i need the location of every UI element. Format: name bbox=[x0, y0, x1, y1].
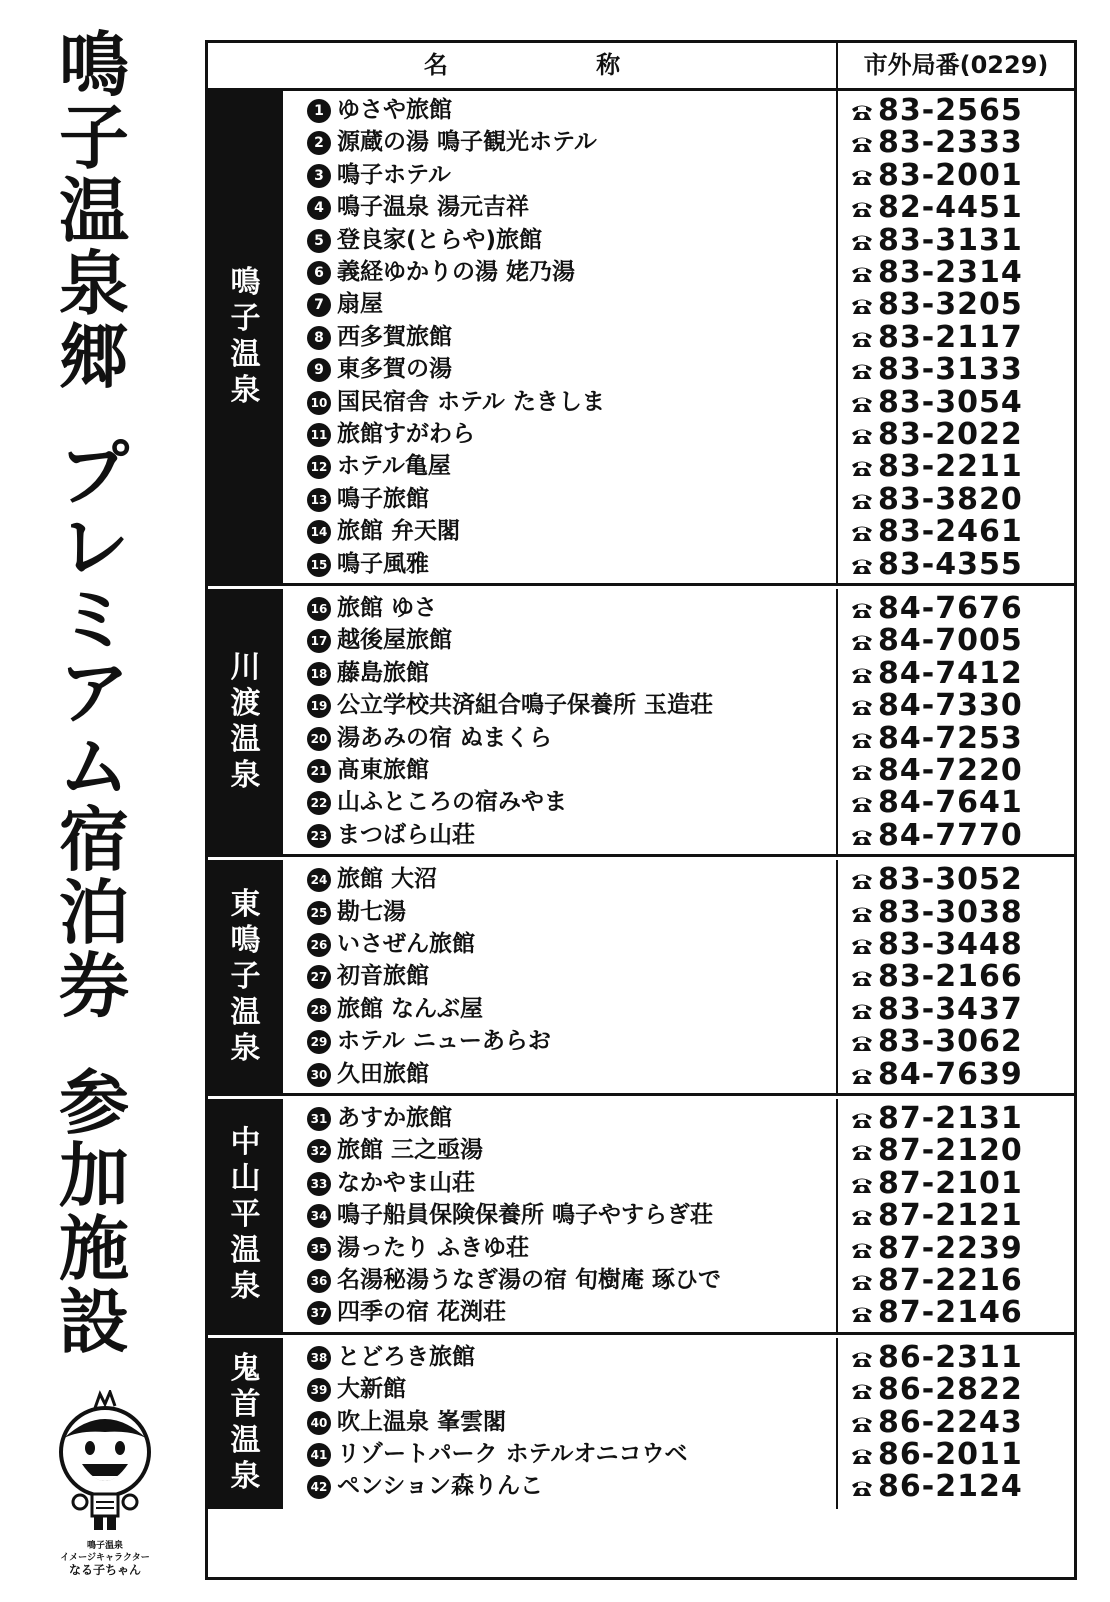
facility-name: 名湯秘湯うなぎ湯の宿 旬樹庵 琢ひで bbox=[337, 1267, 722, 1293]
table-row bbox=[283, 1167, 1074, 1200]
row-number-badge: 31 bbox=[307, 1107, 331, 1131]
title-char: 鳴 bbox=[59, 24, 129, 106]
page-title bbox=[48, 24, 140, 1363]
row-number-badge: 32 bbox=[307, 1139, 331, 1163]
facility-group bbox=[208, 589, 1074, 857]
facility-phone: 87-2146 bbox=[878, 1295, 1023, 1331]
title-char: 子 bbox=[59, 97, 129, 180]
phone-icon bbox=[849, 1272, 875, 1292]
facility-phone: 86-2124 bbox=[878, 1469, 1023, 1505]
title-char: レ bbox=[59, 506, 129, 589]
table-row bbox=[283, 1470, 1074, 1503]
row-number-badge: 14 bbox=[307, 520, 331, 544]
group-label-char: 子 bbox=[230, 958, 261, 994]
table-row bbox=[283, 1025, 1074, 1058]
phone-icon bbox=[849, 167, 875, 187]
facility-name: 勘七湯 bbox=[337, 898, 406, 925]
table-row bbox=[283, 928, 1074, 961]
table-row bbox=[283, 1438, 1074, 1471]
facility-name: 鳴子ホテル bbox=[337, 161, 451, 188]
facility-phone: 83-2314 bbox=[878, 255, 1023, 290]
phone-icon bbox=[849, 1414, 875, 1434]
row-number-badge: 7 bbox=[307, 293, 331, 317]
phone-icon bbox=[849, 556, 875, 576]
phone-icon bbox=[849, 1001, 875, 1021]
title-char: 郷 bbox=[59, 316, 129, 399]
table-row bbox=[283, 1232, 1074, 1265]
row-number-badge: 17 bbox=[307, 629, 331, 653]
row-number-badge: 23 bbox=[307, 824, 331, 848]
facility-phone: 86-2822 bbox=[878, 1372, 1023, 1408]
group-label-char: 温 bbox=[230, 721, 261, 757]
row-number-badge: 42 bbox=[307, 1475, 331, 1499]
facility-name: 鳴子船員保険保養所 鳴子やすらぎ荘 bbox=[337, 1202, 714, 1229]
facility-name: 旅館すがわら bbox=[337, 421, 475, 447]
facility-name: 登良家(とらや)旅館 bbox=[337, 226, 543, 253]
group-label bbox=[208, 589, 283, 854]
group-label-char: 鬼 bbox=[230, 1351, 261, 1387]
row-number-badge: 6 bbox=[307, 261, 331, 285]
group-label-char: 鳴 bbox=[230, 265, 261, 300]
facility-group bbox=[208, 860, 1074, 1096]
mascot-caption-line: 鳴子温泉 bbox=[86, 1541, 123, 1551]
facility-phone: 83-3133 bbox=[878, 352, 1023, 388]
mascot-caption bbox=[40, 1540, 170, 1576]
row-number-badge: 18 bbox=[307, 662, 331, 686]
table-row bbox=[283, 515, 1074, 548]
table-row bbox=[283, 896, 1074, 929]
row-number-badge: 15 bbox=[307, 553, 331, 577]
phone-icon bbox=[849, 936, 875, 956]
table-row bbox=[283, 126, 1074, 159]
facility-name: 源蔵の湯 鳴子観光ホテル bbox=[337, 129, 597, 156]
facility-name: いさぜん旅館 bbox=[337, 930, 475, 957]
phone-icon bbox=[849, 730, 875, 750]
table-row bbox=[283, 1296, 1074, 1329]
group-label-char: 東 bbox=[230, 886, 261, 922]
table-row bbox=[283, 624, 1074, 657]
group-label-char: 温 bbox=[230, 337, 261, 372]
table-row bbox=[283, 754, 1074, 787]
table-row bbox=[283, 256, 1074, 289]
table-row bbox=[283, 418, 1074, 451]
facility-phone: 84-7005 bbox=[878, 623, 1023, 659]
table-row bbox=[283, 321, 1074, 354]
table-header bbox=[208, 43, 1074, 91]
group-label-char: 平 bbox=[230, 1197, 261, 1233]
facility-phone: 83-2333 bbox=[878, 125, 1023, 161]
group-label-char: 首 bbox=[230, 1387, 261, 1423]
row-number-badge: 34 bbox=[307, 1204, 331, 1228]
facility-phone: 82-4451 bbox=[878, 190, 1023, 226]
row-number-badge: 10 bbox=[307, 391, 331, 415]
row-number-badge: 19 bbox=[307, 694, 331, 718]
row-number-badge: 4 bbox=[307, 196, 331, 220]
facility-phone: 84-7253 bbox=[878, 720, 1023, 756]
phone-icon bbox=[849, 1446, 875, 1466]
facility-name: 湯あみの宿 ぬまくら bbox=[337, 724, 553, 751]
facility-phone: 84-7220 bbox=[878, 753, 1023, 788]
facility-name: とどろき旅館 bbox=[337, 1343, 475, 1370]
row-number-badge: 8 bbox=[307, 326, 331, 350]
title-char: 券 bbox=[59, 944, 129, 1027]
group-label bbox=[208, 1099, 283, 1332]
facility-phone: 87-2216 bbox=[878, 1263, 1023, 1298]
phone-icon bbox=[849, 1240, 875, 1260]
row-number-badge: 30 bbox=[307, 1063, 331, 1087]
facility-name: あすか旅館 bbox=[337, 1105, 452, 1131]
table-row bbox=[283, 993, 1074, 1026]
facility-name: 鳴子温泉 湯元吉祥 bbox=[337, 194, 530, 221]
facility-phone: 83-3131 bbox=[878, 222, 1023, 258]
facility-group bbox=[208, 1099, 1074, 1335]
row-number-badge: 26 bbox=[307, 933, 331, 957]
row-number-badge: 16 bbox=[307, 597, 331, 621]
table-row bbox=[283, 483, 1074, 516]
row-number-badge: 40 bbox=[307, 1411, 331, 1435]
row-number-badge: 2 bbox=[307, 131, 331, 155]
facility-name: 吹上温泉 峯雲閣 bbox=[337, 1408, 507, 1435]
phone-icon bbox=[849, 904, 875, 924]
phone-icon bbox=[849, 794, 875, 814]
table-row bbox=[283, 657, 1074, 690]
group-label-char: 温 bbox=[230, 994, 261, 1030]
phone-icon bbox=[849, 632, 875, 652]
title-char: 宿 bbox=[59, 798, 129, 881]
facility-phone: 84-7639 bbox=[878, 1056, 1023, 1092]
facility-phone: 83-2565 bbox=[878, 93, 1023, 128]
group-label-char: 泉 bbox=[230, 757, 261, 793]
table-row bbox=[283, 1406, 1074, 1439]
facility-phone: 83-4355 bbox=[878, 546, 1023, 582]
title-char: プ bbox=[59, 433, 129, 516]
facility-name: 旅館 三之亟湯 bbox=[337, 1137, 484, 1164]
row-number-badge: 33 bbox=[307, 1172, 331, 1196]
column-header-name: 名 称 bbox=[423, 51, 691, 79]
row-number-badge: 13 bbox=[307, 488, 331, 512]
table-row bbox=[283, 1341, 1074, 1374]
phone-icon bbox=[849, 1381, 875, 1401]
facility-phone: 83-2022 bbox=[878, 417, 1023, 452]
group-label-char: 泉 bbox=[230, 373, 261, 408]
group-label-char: 山 bbox=[230, 1161, 261, 1197]
group-label-char: 泉 bbox=[230, 1459, 261, 1495]
facility-phone: 83-3820 bbox=[878, 481, 1023, 517]
table-row bbox=[283, 450, 1074, 483]
facility-name: 久田旅館 bbox=[337, 1060, 429, 1087]
row-number-badge: 24 bbox=[307, 868, 331, 892]
facility-phone: 87-2121 bbox=[878, 1198, 1023, 1234]
phone-icon bbox=[849, 491, 875, 511]
phone-icon bbox=[849, 1478, 875, 1498]
phone-icon bbox=[849, 1110, 875, 1130]
phone-icon bbox=[849, 1207, 875, 1227]
facility-name: 旅館 ゆさ bbox=[337, 595, 438, 621]
facility-phone: 87-2239 bbox=[878, 1230, 1023, 1266]
phone-icon bbox=[849, 762, 875, 782]
row-number-badge: 1 bbox=[307, 99, 331, 123]
facility-table bbox=[205, 40, 1077, 1580]
facility-phone: 83-3062 bbox=[878, 1024, 1023, 1060]
facility-name: 旅館 弁天閣 bbox=[337, 518, 461, 545]
facility-name: 藤島旅館 bbox=[337, 659, 429, 686]
phone-icon bbox=[849, 1142, 875, 1162]
title-char: 加 bbox=[59, 1134, 129, 1217]
facility-name: ホテル亀屋 bbox=[337, 453, 451, 480]
table-row bbox=[283, 960, 1074, 993]
row-number-badge: 25 bbox=[307, 901, 331, 925]
group-label bbox=[208, 91, 283, 583]
phone-icon bbox=[849, 523, 875, 543]
table-row bbox=[283, 592, 1074, 625]
facility-name: 鳴子風雅 bbox=[337, 550, 429, 577]
table-row bbox=[283, 191, 1074, 224]
phone-icon bbox=[849, 1175, 875, 1195]
title-char: 参 bbox=[59, 1061, 129, 1144]
title-char: ア bbox=[59, 652, 129, 735]
title-char: 設 bbox=[59, 1280, 129, 1363]
row-number-badge: 12 bbox=[307, 455, 331, 479]
group-label-char: 温 bbox=[230, 1233, 261, 1269]
table-row bbox=[283, 1373, 1074, 1406]
facility-phone: 83-2166 bbox=[878, 959, 1023, 995]
row-number-badge: 38 bbox=[307, 1346, 331, 1370]
table-row bbox=[283, 863, 1074, 896]
table-row bbox=[283, 224, 1074, 257]
row-number-badge: 20 bbox=[307, 727, 331, 751]
phone-icon bbox=[849, 426, 875, 446]
facility-phone: 84-7770 bbox=[878, 817, 1023, 853]
table-row bbox=[283, 1264, 1074, 1297]
facility-name: まつばら山荘 bbox=[337, 821, 475, 848]
facility-name: 山ふところの宿みやま bbox=[337, 789, 567, 816]
title-char: 泊 bbox=[59, 871, 129, 954]
phone-icon bbox=[849, 1304, 875, 1324]
title-char: 施 bbox=[59, 1207, 129, 1290]
table-row bbox=[283, 288, 1074, 321]
title-char: 泉 bbox=[59, 243, 129, 326]
phone-icon bbox=[849, 361, 875, 381]
row-number-badge: 21 bbox=[307, 759, 331, 783]
facility-name: 義経ゆかりの湯 姥乃湯 bbox=[337, 259, 576, 285]
facility-phone: 86-2311 bbox=[878, 1339, 1023, 1375]
table-row bbox=[283, 548, 1074, 581]
mascot-illustration bbox=[50, 1390, 160, 1540]
table-row bbox=[283, 819, 1074, 852]
facility-phone: 83-3448 bbox=[878, 926, 1023, 962]
group-label bbox=[208, 1338, 283, 1509]
facility-name: 扇屋 bbox=[337, 291, 383, 318]
phone-icon bbox=[849, 1033, 875, 1053]
phone-icon bbox=[849, 827, 875, 847]
group-label-char: 渡 bbox=[230, 685, 261, 721]
mascot-caption-line: なる子ちゃん bbox=[68, 1563, 141, 1577]
table-row bbox=[283, 386, 1074, 419]
phone-icon bbox=[849, 296, 875, 316]
facility-name: リゾートパーク ホテルオニコウベ bbox=[337, 1440, 688, 1467]
facility-name: 四季の宿 花渕荘 bbox=[337, 1299, 507, 1326]
facility-name: 髙東旅館 bbox=[337, 757, 429, 783]
facility-name: ゆさや旅館 bbox=[337, 97, 452, 123]
facility-phone: 84-7641 bbox=[878, 785, 1023, 821]
facility-phone: 87-2101 bbox=[878, 1165, 1023, 1201]
facility-group bbox=[208, 91, 1074, 586]
phone-icon bbox=[849, 1066, 875, 1086]
facility-name: 旅館 大沼 bbox=[337, 866, 438, 893]
phone-icon bbox=[849, 232, 875, 252]
row-number-badge: 28 bbox=[307, 998, 331, 1022]
facility-phone: 83-2117 bbox=[878, 319, 1023, 355]
table-row bbox=[283, 353, 1074, 386]
title-char: 温 bbox=[59, 170, 129, 253]
table-row bbox=[283, 786, 1074, 819]
table-row bbox=[283, 159, 1074, 192]
facility-phone: 87-2120 bbox=[878, 1133, 1023, 1169]
facility-name: ホテル ニューあらお bbox=[337, 1028, 551, 1055]
facility-phone: 83-3052 bbox=[878, 862, 1023, 898]
table-row bbox=[283, 94, 1074, 127]
group-label-char: 泉 bbox=[230, 1030, 261, 1066]
facility-phone: 86-2243 bbox=[878, 1404, 1023, 1440]
mascot-caption-line: イメージキャラクター bbox=[60, 1553, 150, 1563]
group-label bbox=[208, 860, 283, 1093]
group-label-char: 川 bbox=[230, 649, 261, 685]
row-number-badge: 27 bbox=[307, 965, 331, 989]
row-number-badge: 35 bbox=[307, 1237, 331, 1261]
facility-phone: 83-2211 bbox=[878, 449, 1023, 485]
row-number-badge: 9 bbox=[307, 358, 331, 382]
facility-phone: 83-3038 bbox=[878, 894, 1023, 930]
facility-phone: 83-2001 bbox=[878, 157, 1023, 193]
facility-group bbox=[208, 1338, 1074, 1509]
phone-icon bbox=[849, 600, 875, 620]
phone-icon bbox=[849, 871, 875, 891]
table-row bbox=[283, 1058, 1074, 1091]
facility-phone: 84-7412 bbox=[878, 655, 1023, 691]
table-row bbox=[283, 722, 1074, 755]
phone-icon bbox=[849, 264, 875, 284]
group-label-char: 温 bbox=[230, 1423, 261, 1459]
phone-icon bbox=[849, 458, 875, 478]
facility-phone: 83-3054 bbox=[878, 384, 1023, 420]
facility-phone: 83-3205 bbox=[878, 287, 1023, 323]
facility-phone: 86-2011 bbox=[878, 1436, 1023, 1472]
table-row bbox=[283, 1199, 1074, 1232]
table-row bbox=[283, 1102, 1074, 1135]
phone-icon bbox=[849, 665, 875, 685]
facility-name: 大新館 bbox=[337, 1376, 406, 1403]
phone-icon bbox=[849, 968, 875, 988]
phone-icon bbox=[849, 134, 875, 154]
facility-name: 鳴子旅館 bbox=[337, 485, 429, 512]
row-number-badge: 39 bbox=[307, 1378, 331, 1402]
table-row bbox=[283, 689, 1074, 722]
facility-name: 初音旅館 bbox=[337, 963, 429, 990]
phone-icon bbox=[849, 697, 875, 717]
facility-phone: 83-3437 bbox=[878, 991, 1023, 1027]
row-number-badge: 29 bbox=[307, 1030, 331, 1054]
group-label-char: 泉 bbox=[230, 1269, 261, 1305]
title-char: ミ bbox=[59, 579, 129, 662]
facility-phone: 83-2461 bbox=[878, 514, 1023, 550]
group-label-char: 子 bbox=[230, 301, 261, 336]
facility-name: ペンション森りんこ bbox=[337, 1473, 543, 1500]
phone-icon bbox=[849, 102, 875, 122]
phone-icon bbox=[849, 199, 875, 219]
column-header-tel: 市外局番(0229) bbox=[836, 43, 1074, 88]
facility-name: 湯ったり ふきゆ荘 bbox=[337, 1234, 530, 1261]
row-number-badge: 11 bbox=[307, 423, 331, 447]
facility-name: 西多賀旅館 bbox=[337, 323, 452, 350]
facility-phone: 84-7330 bbox=[878, 688, 1023, 724]
facility-name: 旅館 なんぶ屋 bbox=[337, 995, 484, 1022]
facility-name: 公立学校共済組合鳴子保養所 玉造荘 bbox=[337, 692, 714, 719]
phone-icon bbox=[849, 329, 875, 349]
facility-name: 国民宿舎 ホテル たきしま bbox=[337, 388, 605, 415]
row-number-badge: 36 bbox=[307, 1269, 331, 1293]
row-number-badge: 5 bbox=[307, 229, 331, 253]
group-label-char: 鳴 bbox=[230, 922, 261, 958]
row-number-badge: 22 bbox=[307, 791, 331, 815]
facility-name: 東多賀の湯 bbox=[337, 356, 452, 383]
row-number-badge: 41 bbox=[307, 1443, 331, 1467]
phone-icon bbox=[849, 394, 875, 414]
facility-phone: 87-2131 bbox=[878, 1101, 1023, 1136]
phone-icon bbox=[849, 1349, 875, 1369]
group-label-char: 中 bbox=[230, 1125, 261, 1161]
facility-name: 越後屋旅館 bbox=[337, 627, 452, 654]
facility-phone: 84-7676 bbox=[878, 591, 1023, 626]
table-row bbox=[283, 1134, 1074, 1167]
row-number-badge: 37 bbox=[307, 1301, 331, 1325]
title-char: ム bbox=[59, 725, 129, 808]
row-number-badge: 3 bbox=[307, 164, 331, 188]
facility-name: なかやま山荘 bbox=[337, 1169, 475, 1196]
